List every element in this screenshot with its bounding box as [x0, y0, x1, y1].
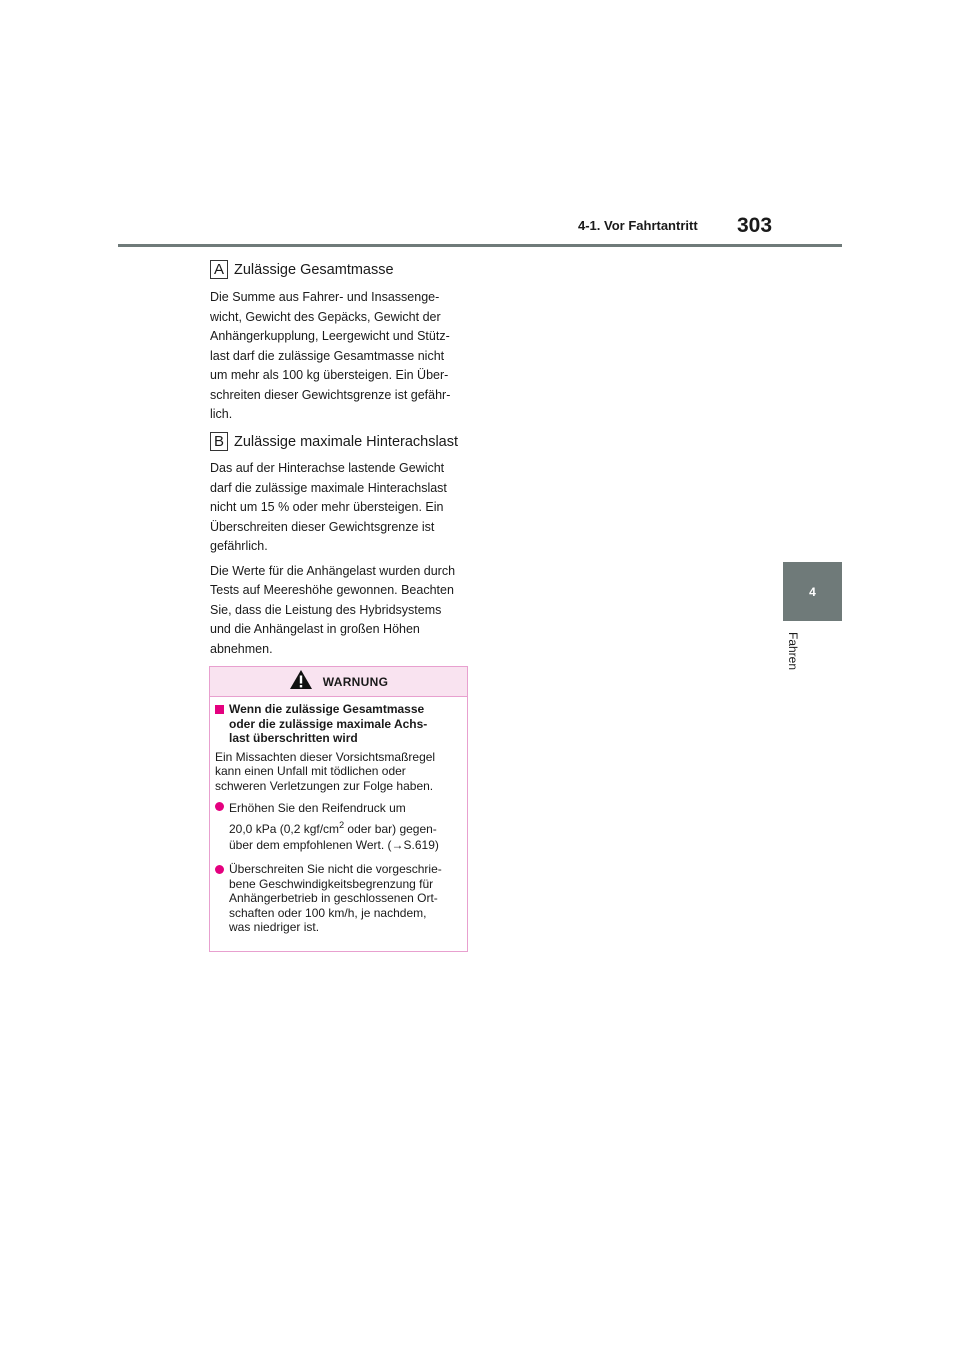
- bullet-line: Anhängerbetrieb in geschlossenen Ort-: [229, 891, 438, 905]
- warning-intro-line: schweren Verletzungen zur Folge haben.: [215, 778, 434, 793]
- pressure-text-cont: oder bar) gegen-: [344, 822, 437, 836]
- bullet-line: [229, 817, 439, 837]
- body-line: Die Summe aus Fahrer- und Insassenge-: [210, 290, 440, 304]
- body-line: Tests auf Meereshöhe gewonnen. Beachten: [210, 583, 454, 597]
- body-line: lich.: [210, 407, 233, 421]
- body-line: last darf die zulässige Gesamtmasse nicht: [210, 348, 445, 363]
- body-line: Das auf der Hinterachse lastende Gewicht: [210, 461, 445, 475]
- warning-intro: [215, 750, 461, 794]
- body-line: abnehmen.: [210, 641, 273, 656]
- body-line: und die Anhängelast in großen Höhen: [210, 622, 420, 636]
- section-b-letter-box: B: [210, 432, 228, 451]
- bullet-line: was niedriger ist.: [229, 920, 320, 934]
- section-a-body: [210, 288, 472, 425]
- round-bullet-icon: [215, 865, 224, 874]
- page-reference-link[interactable]: S.619): [403, 838, 439, 852]
- warning-heading: [215, 702, 461, 746]
- round-bullet-icon: [215, 802, 224, 811]
- chapter-number: 4: [809, 584, 816, 599]
- page-number: 303: [737, 214, 773, 237]
- body-line: gefährlich.: [210, 539, 268, 553]
- warning-triangle-icon: [289, 669, 313, 695]
- body-line: darf die zulässige maximale Hinterachslast: [210, 480, 447, 495]
- section-a-letter-box: A: [210, 260, 228, 279]
- section-a: [210, 260, 472, 425]
- body-line: Überschreiten dieser Gewichtsgrenze ist: [210, 519, 435, 534]
- section-a-heading: [210, 260, 472, 279]
- section-b-body: [210, 459, 472, 557]
- reference-text: über dem empfohlenen Wert. (: [229, 838, 392, 852]
- bullet-line: Erhöhen Sie den Reifendruck um: [229, 801, 406, 815]
- bullet-line: bene Geschwindigkeitsbegrenzung für: [229, 876, 434, 891]
- warning-bullet-2: [215, 862, 461, 935]
- warning-heading-line: Wenn die zulässige Gesamtmasse: [229, 702, 425, 716]
- body-line: Sie, dass die Leistung des Hybridsystems: [210, 602, 442, 617]
- body-line: nicht um 15 % oder mehr übersteigen. Ein: [210, 500, 444, 514]
- warning-heading-line: oder die zulässige maximale Achs-: [229, 716, 428, 731]
- body-line: Anhängerkupplung, Leergewicht und Stütz-: [210, 329, 450, 343]
- section-b-body-2: [210, 562, 472, 660]
- body-line: Die Werte für die Anhängelast wurden durch: [210, 563, 456, 578]
- warning-body: [210, 697, 467, 935]
- warning-heading-line: last überschritten wird: [229, 731, 358, 745]
- header-rule: [118, 244, 842, 247]
- square-bullet-icon: [215, 705, 224, 714]
- warning-intro-line: kann einen Unfall mit tödlichen oder: [215, 764, 406, 778]
- section-a-title: Zulässige Gesamtmasse: [234, 261, 394, 278]
- warning-box: [209, 666, 468, 952]
- arrow-icon: →: [391, 838, 404, 852]
- section-b-title: Zulässige maximale Hinterachslast: [234, 433, 459, 450]
- section-b: [210, 432, 472, 659]
- warning-title: WARNUNG: [322, 674, 389, 689]
- warning-header: [210, 667, 467, 697]
- chapter-tab[interactable]: [783, 562, 842, 621]
- header-section-title: 4-1. Vor Fahrtantritt: [578, 218, 698, 233]
- body-line: wicht, Gewicht des Gepäcks, Gewicht der: [210, 309, 441, 324]
- body-line: schreiten dieser Gewichtsgrenze ist gefähr-: [210, 387, 451, 402]
- pressure-text: 20,0 kPa (0,2 kgf/cm: [229, 822, 340, 836]
- warning-bullet-1: [215, 799, 461, 853]
- section-b-heading: [210, 432, 472, 451]
- warning-intro-line: Ein Missachten dieser Vorsichtsmaßregel: [215, 749, 436, 764]
- superscript: 2: [339, 820, 345, 830]
- chapter-label: Fahren: [786, 632, 800, 671]
- bullet-line: [229, 837, 439, 853]
- bullet-line: schaften oder 100 km/h, je nachdem,: [229, 905, 427, 920]
- bullet-line: Überschreiten Sie nicht die vorgeschrie-: [229, 862, 442, 876]
- body-line: um mehr als 100 kg übersteigen. Ein Über-: [210, 368, 449, 382]
